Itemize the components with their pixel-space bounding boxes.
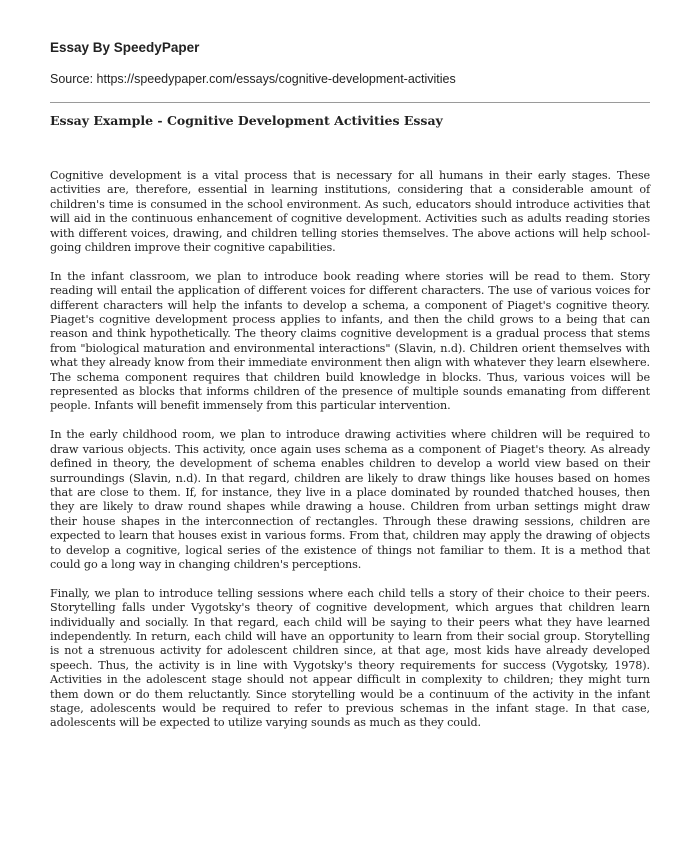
essay-body [50,169,650,731]
document-page [50,40,650,745]
document-brand: Essay By SpeedyPaper [50,40,200,55]
header-divider [50,102,650,103]
essay-paragraph: In the infant classroom, we plan to introduce book reading where stories will be read to them. Story reading will entail the application of different voices for different characters. The use of various voices for different characters will help the infants to develop a schema, a component of Piaget's cognitive theory. Piaget's cognitive development process applies to infants, and then the child grows to a being that can reason and think hypothetically. The theory claims cognitive development is a gradual process that stems from "biological maturation and environmental interactions" (Slavin, n.d). Children orient themselves with what they already know from their immediate environment then align with whatever they learn elsewhere. The schema component requires that children build knowledge in blocks. Thus, various voices will be represented as blocks that informs children of the presence of multiple sounds emanating from different people. Infants will benefit immensely from this particular intervention. [50,269,650,413]
source-line: Source: https://speedypaper.com/essays/cognitive-development-activities [50,72,456,86]
essay-paragraph: In the early childhood room, we plan to introduce drawing activities where children will be required to draw various objects. This activity, once again uses schema as a component of Piaget's theory. As already defined in theory, the development of schema enables children to develop a world view based on their surroundings (Slavin, n.d). In that regard, children are likely to draw things like houses based on homes that are close to them. If, for instance, they live in a place dominated by rounded thatched houses, then they are likely to draw round shapes while drawing a house. Children from urban settings might draw their house shapes in the interconnection of rectangles. Through these drawing sessions, children are expected to learn that houses exist in various forms. From that, children may apply the drawing of objects to develop a cognitive, logical series of the existence of things not familiar to them. It is a method that could go a long way in changing children's perceptions. [50,428,650,571]
essay-paragraph: Finally, we plan to introduce telling sessions where each child tells a story of their choice to their peers. Storytelling falls under Vygotsky's theory of cognitive development, which argues that children learn individually and socially. In that regard, each child will be saying to their peers what they have learned independently. In return, each child will have an opportunity to learn from their social group. Storytelling is not a strenuous activity for adolescent children since, at that age, most kids have already developed speech. Thus, the activity is in line with Vygotsky's theory requirements for success (Vygotsky, 1978). Activities in the adolescent stage should not appear difficult in complexity to children; they might turn them down or do them reluctantly. Since storytelling would be a continuum of the activity in the infant stage, adolescents would be required to refer to previous schemas in the infant stage. In that case, adolescents will be expected to utilize varying sounds as much as they could. [50,586,650,730]
essay-title: Essay Example - Cognitive Development Activities Essay [50,113,443,128]
essay-paragraph: Cognitive development is a vital process that is necessary for all humans in their early stages. These activities are, therefore, essential in learning institutions, considering that a considerable amount of children's time is consumed in the school environment. As such, educators should introduce activities that will aid in the continuous enhancement of cognitive development. Activities such as adults reading stories with different voices, drawing, and children telling stories themselves. The above actions will help school-going children improve their cognitive capabilities. [50,169,650,255]
